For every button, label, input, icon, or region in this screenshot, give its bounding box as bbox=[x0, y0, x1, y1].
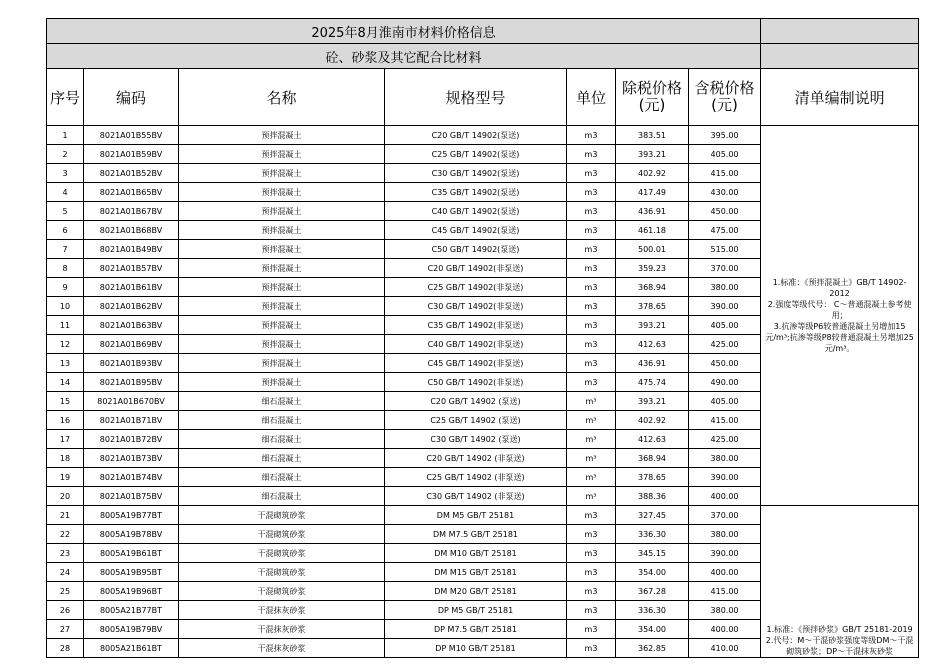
cell-price-ex: 327.45 bbox=[616, 506, 689, 525]
cell-unit: m3 bbox=[567, 563, 616, 582]
cell-seq: 8 bbox=[47, 259, 84, 278]
cell-seq: 27 bbox=[47, 620, 84, 639]
cell-price-in: 390.00 bbox=[689, 297, 761, 316]
cell-unit: m3 bbox=[567, 335, 616, 354]
cell-spec: DM M20 GB/T 25181 bbox=[385, 582, 567, 601]
cell-code: 8021A01B59BV bbox=[84, 145, 179, 164]
cell-name: 干混抹灰砂浆 bbox=[179, 639, 385, 658]
cell-name: 预拌混凝土 bbox=[179, 202, 385, 221]
cell-code: 8021A01B63BV bbox=[84, 316, 179, 335]
cell-seq: 23 bbox=[47, 544, 84, 563]
cell-unit: m3 bbox=[567, 126, 616, 145]
cell-seq: 26 bbox=[47, 601, 84, 620]
cell-price-in: 475.00 bbox=[689, 221, 761, 240]
cell-price-in: 490.00 bbox=[689, 373, 761, 392]
cell-seq: 15 bbox=[47, 392, 84, 411]
cell-price-in: 390.00 bbox=[689, 468, 761, 487]
cell-code: 8021A01B670BV bbox=[84, 392, 179, 411]
cell-seq: 24 bbox=[47, 563, 84, 582]
cell-unit: m³ bbox=[567, 411, 616, 430]
cell-unit: m3 bbox=[567, 544, 616, 563]
cell-seq: 3 bbox=[47, 164, 84, 183]
cell-price-in: 415.00 bbox=[689, 411, 761, 430]
cell-price-ex: 417.49 bbox=[616, 183, 689, 202]
cell-name: 干混抹灰砂浆 bbox=[179, 601, 385, 620]
cell-code: 8005A19B61BT bbox=[84, 544, 179, 563]
cell-name: 预拌混凝土 bbox=[179, 278, 385, 297]
cell-price-in: 390.00 bbox=[689, 544, 761, 563]
cell-seq: 1 bbox=[47, 126, 84, 145]
cell-price-ex: 402.92 bbox=[616, 411, 689, 430]
cell-spec: C20 GB/T 14902(非泵送) bbox=[385, 259, 567, 278]
note-line: 2.强度等级代号： C～普通混凝土参考使用； bbox=[767, 300, 912, 320]
cell-spec: DM M15 GB/T 25181 bbox=[385, 563, 567, 582]
cell-code: 8021A01B52BV bbox=[84, 164, 179, 183]
title-blank-cell bbox=[761, 19, 919, 44]
cell-code: 8005A19B96BT bbox=[84, 582, 179, 601]
cell-seq: 5 bbox=[47, 202, 84, 221]
cell-spec: C35 GB/T 14902(非泵送) bbox=[385, 316, 567, 335]
cell-seq: 17 bbox=[47, 430, 84, 449]
cell-price-in: 400.00 bbox=[689, 487, 761, 506]
cell-unit: m3 bbox=[567, 164, 616, 183]
cell-price-ex: 383.51 bbox=[616, 126, 689, 145]
cell-name: 细石混凝土 bbox=[179, 392, 385, 411]
cell-name: 预拌混凝土 bbox=[179, 354, 385, 373]
price-sheet bbox=[46, 18, 918, 658]
cell-code: 8005A19B79BV bbox=[84, 620, 179, 639]
cell-code: 8021A01B93BV bbox=[84, 354, 179, 373]
cell-unit: m3 bbox=[567, 354, 616, 373]
cell-price-in: 370.00 bbox=[689, 259, 761, 278]
cell-price-ex: 475.74 bbox=[616, 373, 689, 392]
cell-price-ex: 402.92 bbox=[616, 164, 689, 183]
cell-price-in: 450.00 bbox=[689, 354, 761, 373]
cell-seq: 4 bbox=[47, 183, 84, 202]
cell-seq: 13 bbox=[47, 354, 84, 373]
cell-unit: m3 bbox=[567, 639, 616, 658]
cell-code: 8021A01B65BV bbox=[84, 183, 179, 202]
cell-price-in: 380.00 bbox=[689, 278, 761, 297]
cell-unit: m3 bbox=[567, 202, 616, 221]
cell-spec: C20 GB/T 14902(泵送) bbox=[385, 126, 567, 145]
cell-price-ex: 393.21 bbox=[616, 392, 689, 411]
cell-unit: m3 bbox=[567, 582, 616, 601]
cell-price-ex: 367.28 bbox=[616, 582, 689, 601]
cell-price-in: 425.00 bbox=[689, 335, 761, 354]
cell-seq: 18 bbox=[47, 449, 84, 468]
cell-price-in: 430.00 bbox=[689, 183, 761, 202]
cell-code: 8021A01B67BV bbox=[84, 202, 179, 221]
cell-seq: 22 bbox=[47, 525, 84, 544]
cell-seq: 7 bbox=[47, 240, 84, 259]
cell-seq: 28 bbox=[47, 639, 84, 658]
cell-name: 预拌混凝土 bbox=[179, 164, 385, 183]
cell-name: 预拌混凝土 bbox=[179, 126, 385, 145]
subtitle-blank-cell bbox=[761, 44, 919, 69]
cell-price-ex: 393.21 bbox=[616, 145, 689, 164]
cell-code: 8021A01B75BV bbox=[84, 487, 179, 506]
table-row bbox=[47, 126, 919, 145]
concrete-notes bbox=[761, 126, 919, 506]
cell-seq: 11 bbox=[47, 316, 84, 335]
cell-seq: 14 bbox=[47, 373, 84, 392]
cell-price-in: 370.00 bbox=[689, 506, 761, 525]
header-seq: 序号 bbox=[47, 69, 84, 126]
cell-price-in: 380.00 bbox=[689, 601, 761, 620]
cell-price-ex: 362.85 bbox=[616, 639, 689, 658]
cell-unit: m3 bbox=[567, 525, 616, 544]
cell-code: 8021A01B61BV bbox=[84, 278, 179, 297]
header-spec: 规格型号 bbox=[385, 69, 567, 126]
header-price-ex-tax: 除税价格(元) bbox=[616, 69, 689, 126]
note-line: 3.抗渗等级P6较普通混凝土另增加15元/m³;抗渗等级P8较普通混凝土另增加25元/m³。 bbox=[765, 322, 914, 353]
cell-seq: 19 bbox=[47, 468, 84, 487]
cell-price-in: 380.00 bbox=[689, 525, 761, 544]
cell-code: 8005A19B95BT bbox=[84, 563, 179, 582]
cell-price-ex: 336.30 bbox=[616, 601, 689, 620]
cell-seq: 2 bbox=[47, 145, 84, 164]
cell-spec: C25 GB/T 14902 (泵送) bbox=[385, 411, 567, 430]
cell-price-ex: 412.63 bbox=[616, 335, 689, 354]
cell-spec: C30 GB/T 14902 (非泵送) bbox=[385, 487, 567, 506]
header-name: 名称 bbox=[179, 69, 385, 126]
cell-name: 细石混凝土 bbox=[179, 411, 385, 430]
cell-price-in: 405.00 bbox=[689, 316, 761, 335]
cell-unit: m3 bbox=[567, 297, 616, 316]
note-line: 2.代号：M～干混砂浆强度等级DM～干混砌筑砂浆；DP～干混抹灰砂浆 bbox=[765, 636, 914, 656]
cell-spec: C50 GB/T 14902(非泵送) bbox=[385, 373, 567, 392]
cell-spec: C50 GB/T 14902(泵送) bbox=[385, 240, 567, 259]
cell-unit: m3 bbox=[567, 506, 616, 525]
cell-code: 8005A21B77BT bbox=[84, 601, 179, 620]
cell-unit: m³ bbox=[567, 430, 616, 449]
cell-code: 8021A01B72BV bbox=[84, 430, 179, 449]
cell-price-in: 415.00 bbox=[689, 582, 761, 601]
cell-spec: C25 GB/T 14902(非泵送) bbox=[385, 278, 567, 297]
cell-price-ex: 412.63 bbox=[616, 430, 689, 449]
cell-price-ex: 336.30 bbox=[616, 525, 689, 544]
note-line: 1.标准：《预拌混凝土》GB/T 14902-2012 bbox=[772, 278, 907, 298]
cell-name: 预拌混凝土 bbox=[179, 240, 385, 259]
cell-price-in: 405.00 bbox=[689, 392, 761, 411]
cell-price-ex: 368.94 bbox=[616, 449, 689, 468]
cell-code: 8005A21B61BT bbox=[84, 639, 179, 658]
cell-spec: DM M10 GB/T 25181 bbox=[385, 544, 567, 563]
header-note: 清单编制说明 bbox=[761, 69, 919, 126]
cell-price-in: 405.00 bbox=[689, 145, 761, 164]
cell-code: 8005A19B77BT bbox=[84, 506, 179, 525]
cell-name: 预拌混凝土 bbox=[179, 221, 385, 240]
cell-unit: m3 bbox=[567, 601, 616, 620]
cell-code: 8021A01B62BV bbox=[84, 297, 179, 316]
cell-name: 干混砌筑砂浆 bbox=[179, 544, 385, 563]
cell-name: 细石混凝土 bbox=[179, 449, 385, 468]
cell-price-in: 450.00 bbox=[689, 202, 761, 221]
cell-price-ex: 359.23 bbox=[616, 259, 689, 278]
cell-spec: C25 GB/T 14902 (非泵送) bbox=[385, 468, 567, 487]
cell-unit: m³ bbox=[567, 487, 616, 506]
cell-price-in: 400.00 bbox=[689, 563, 761, 582]
cell-price-in: 380.00 bbox=[689, 449, 761, 468]
cell-spec: C45 GB/T 14902(泵送) bbox=[385, 221, 567, 240]
cell-spec: DM M7.5 GB/T 25181 bbox=[385, 525, 567, 544]
cell-price-in: 425.00 bbox=[689, 430, 761, 449]
cell-spec: DM M5 GB/T 25181 bbox=[385, 506, 567, 525]
cell-code: 8021A01B69BV bbox=[84, 335, 179, 354]
cell-name: 预拌混凝土 bbox=[179, 297, 385, 316]
cell-unit: m3 bbox=[567, 373, 616, 392]
cell-code: 8021A01B68BV bbox=[84, 221, 179, 240]
cell-unit: m3 bbox=[567, 278, 616, 297]
cell-unit: m3 bbox=[567, 221, 616, 240]
cell-spec: DP M10 GB/T 25181 bbox=[385, 639, 567, 658]
cell-price-ex: 436.91 bbox=[616, 354, 689, 373]
cell-name: 预拌混凝土 bbox=[179, 373, 385, 392]
cell-unit: m3 bbox=[567, 316, 616, 335]
cell-price-ex: 461.18 bbox=[616, 221, 689, 240]
header-code: 编码 bbox=[84, 69, 179, 126]
cell-price-ex: 500.01 bbox=[616, 240, 689, 259]
price-table bbox=[46, 18, 919, 658]
cell-spec: C25 GB/T 14902(泵送) bbox=[385, 145, 567, 164]
cell-seq: 20 bbox=[47, 487, 84, 506]
header-price-in-tax: 含税价格(元) bbox=[689, 69, 761, 126]
cell-code: 8005A19B78BV bbox=[84, 525, 179, 544]
cell-price-in: 395.00 bbox=[689, 126, 761, 145]
cell-name: 干混砌筑砂浆 bbox=[179, 582, 385, 601]
cell-price-ex: 388.36 bbox=[616, 487, 689, 506]
cell-price-in: 415.00 bbox=[689, 164, 761, 183]
cell-seq: 25 bbox=[47, 582, 84, 601]
cell-name: 预拌混凝土 bbox=[179, 316, 385, 335]
cell-unit: m3 bbox=[567, 259, 616, 278]
mortar-notes bbox=[761, 506, 919, 658]
cell-code: 8021A01B73BV bbox=[84, 449, 179, 468]
cell-name: 干混砌筑砂浆 bbox=[179, 563, 385, 582]
cell-spec: C20 GB/T 14902 (泵送) bbox=[385, 392, 567, 411]
cell-name: 预拌混凝土 bbox=[179, 335, 385, 354]
cell-spec: C35 GB/T 14902(泵送) bbox=[385, 183, 567, 202]
cell-seq: 10 bbox=[47, 297, 84, 316]
cell-spec: C30 GB/T 14902(泵送) bbox=[385, 164, 567, 183]
cell-spec: C45 GB/T 14902(非泵送) bbox=[385, 354, 567, 373]
cell-unit: m3 bbox=[567, 145, 616, 164]
cell-seq: 12 bbox=[47, 335, 84, 354]
cell-unit: m³ bbox=[567, 392, 616, 411]
cell-name: 细石混凝土 bbox=[179, 468, 385, 487]
cell-name: 干混砌筑砂浆 bbox=[179, 506, 385, 525]
cell-code: 8021A01B49BV bbox=[84, 240, 179, 259]
cell-unit: m3 bbox=[567, 620, 616, 639]
cell-name: 干混抹灰砂浆 bbox=[179, 620, 385, 639]
cell-spec: C30 GB/T 14902(非泵送) bbox=[385, 297, 567, 316]
cell-spec: DP M7.5 GB/T 25181 bbox=[385, 620, 567, 639]
cell-seq: 21 bbox=[47, 506, 84, 525]
cell-price-ex: 354.00 bbox=[616, 563, 689, 582]
cell-name: 干混砌筑砂浆 bbox=[179, 525, 385, 544]
sheet-title: 2025年8月淮南市材料价格信息 bbox=[47, 19, 761, 44]
cell-seq: 6 bbox=[47, 221, 84, 240]
cell-code: 8021A01B57BV bbox=[84, 259, 179, 278]
cell-price-ex: 393.21 bbox=[616, 316, 689, 335]
cell-unit: m3 bbox=[567, 240, 616, 259]
cell-code: 8021A01B55BV bbox=[84, 126, 179, 145]
cell-price-in: 410.00 bbox=[689, 639, 761, 658]
cell-name: 预拌混凝土 bbox=[179, 183, 385, 202]
cell-spec: C30 GB/T 14902 (泵送) bbox=[385, 430, 567, 449]
cell-price-ex: 345.15 bbox=[616, 544, 689, 563]
cell-code: 8021A01B74BV bbox=[84, 468, 179, 487]
cell-name: 预拌混凝土 bbox=[179, 145, 385, 164]
cell-code: 8021A01B95BV bbox=[84, 373, 179, 392]
cell-seq: 9 bbox=[47, 278, 84, 297]
cell-price-in: 515.00 bbox=[689, 240, 761, 259]
cell-seq: 16 bbox=[47, 411, 84, 430]
cell-spec: DP M5 GB/T 25181 bbox=[385, 601, 567, 620]
cell-spec: C40 GB/T 14902(非泵送) bbox=[385, 335, 567, 354]
cell-spec: C40 GB/T 14902(泵送) bbox=[385, 202, 567, 221]
cell-unit: m³ bbox=[567, 468, 616, 487]
cell-price-ex: 354.00 bbox=[616, 620, 689, 639]
cell-unit: m3 bbox=[567, 183, 616, 202]
header-unit: 单位 bbox=[567, 69, 616, 126]
cell-price-in: 400.00 bbox=[689, 620, 761, 639]
cell-price-ex: 436.91 bbox=[616, 202, 689, 221]
cell-price-ex: 378.65 bbox=[616, 468, 689, 487]
cell-code: 8021A01B71BV bbox=[84, 411, 179, 430]
note-line: 1.标准：《预拌砂浆》GB/T 25181-2019 bbox=[766, 625, 913, 634]
cell-name: 细石混凝土 bbox=[179, 430, 385, 449]
table-row bbox=[47, 506, 919, 525]
sheet-subtitle: 砼、砂浆及其它配合比材料 bbox=[47, 44, 761, 69]
cell-name: 预拌混凝土 bbox=[179, 259, 385, 278]
cell-price-ex: 368.94 bbox=[616, 278, 689, 297]
cell-name: 细石混凝土 bbox=[179, 487, 385, 506]
cell-price-ex: 378.65 bbox=[616, 297, 689, 316]
cell-unit: m³ bbox=[567, 449, 616, 468]
cell-spec: C20 GB/T 14902 (非泵送) bbox=[385, 449, 567, 468]
